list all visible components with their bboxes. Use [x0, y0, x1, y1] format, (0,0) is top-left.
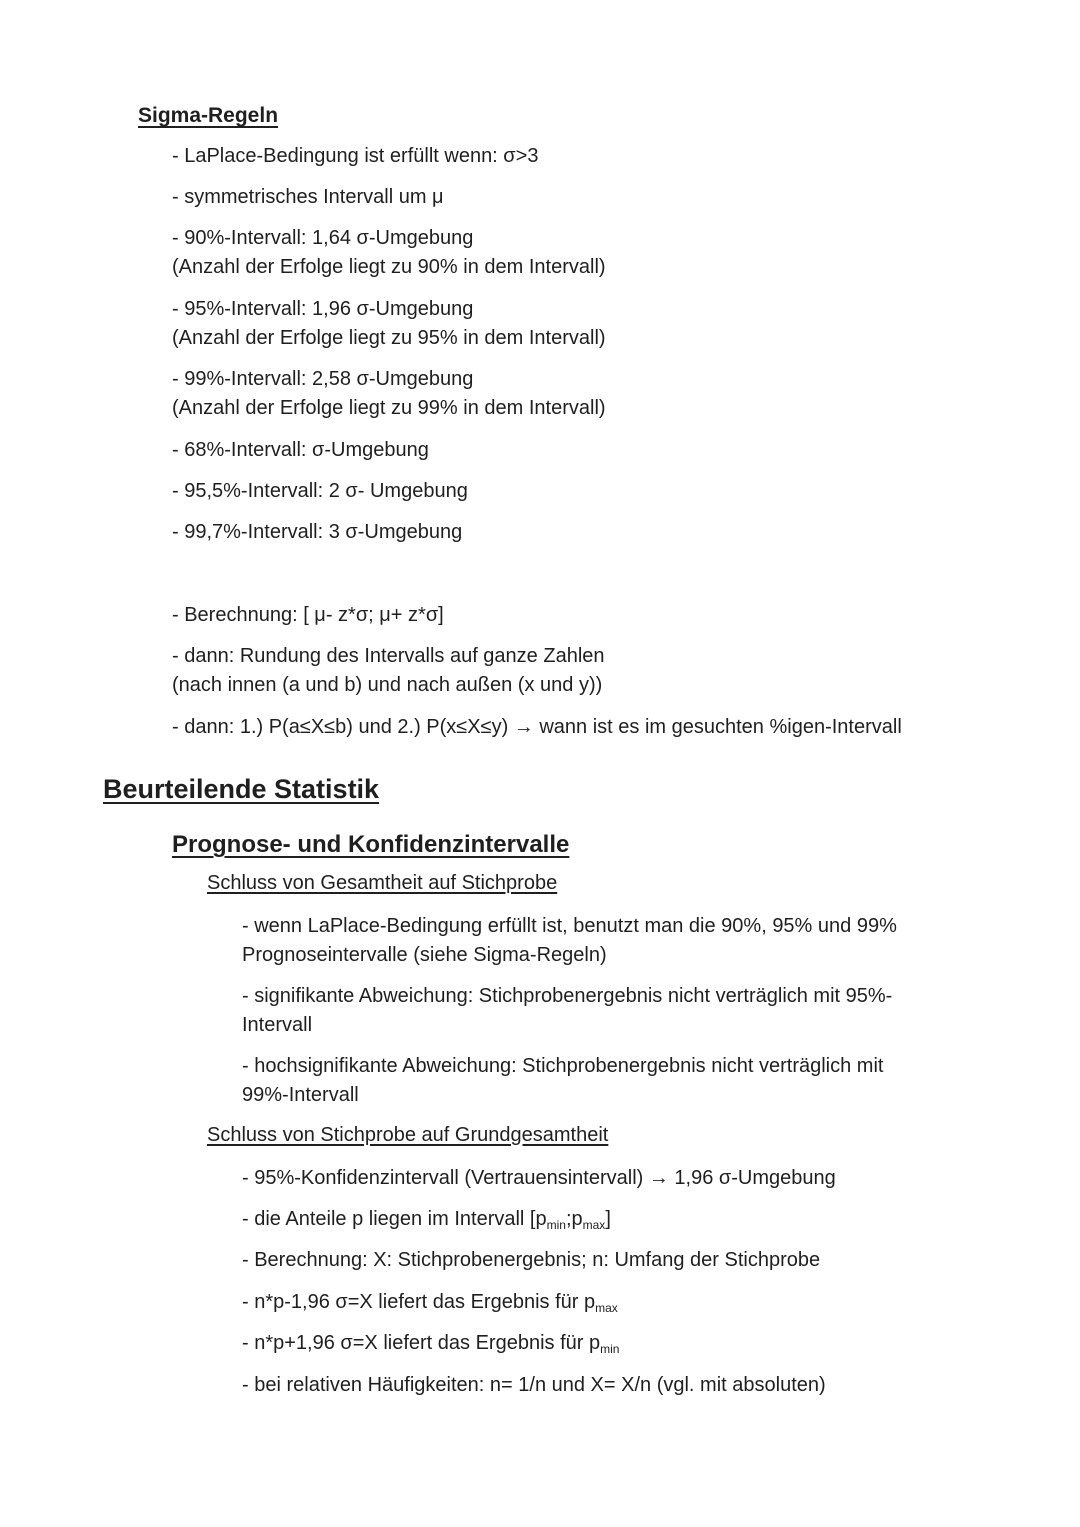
sigma-line: - dann: Rundung des Intervalls auf ganze Zahlen [172, 645, 605, 667]
subscript-min: min [600, 1342, 620, 1356]
subscript-max: max [582, 1218, 606, 1232]
sigma-line: - 95,5%-Intervall: 2 σ- Umgebung [172, 480, 468, 502]
section-line: - bei relativen Häufigkeiten: n= 1/n und X= X/n (vgl. mit absoluten) [242, 1374, 826, 1396]
sigma-line: - LaPlace-Bedingung ist erfüllt wenn: σ>3 [172, 145, 539, 167]
sigma-line: (Anzahl der Erfolge liegt zu 90% in dem Intervall) [172, 256, 606, 278]
text-segment: - n*p-1,96 σ=X liefert das Ergebnis für p [242, 1291, 596, 1313]
section-line-pmax [242, 1288, 618, 1323]
section-line: 99%-Intervall [242, 1084, 359, 1106]
section-line-interval [242, 1205, 611, 1240]
sigma-line: - 95%-Intervall: 1,96 σ-Umgebung [172, 298, 474, 320]
sigma-line: (Anzahl der Erfolge liegt zu 95% in dem Intervall) [172, 327, 606, 349]
text-segment: - n*p+1,96 σ=X liefert das Ergebnis für p [242, 1332, 601, 1354]
section-gesamtheit-title: Schluss von Gesamtheit auf Stichprobe [207, 872, 558, 894]
section-stichprobe-title: Schluss von Stichprobe auf Grundgesamtheit [207, 1124, 609, 1146]
sigma-line: - 68%-Intervall: σ-Umgebung [172, 439, 429, 461]
text-segment: ] [605, 1208, 611, 1230]
section-line: - wenn LaPlace-Bedingung erfüllt ist, benutzt man die 90%, 95% und 99% [242, 915, 897, 937]
subscript-min: min [546, 1218, 566, 1232]
sigma-line: - 99,7%-Intervall: 3 σ-Umgebung [172, 521, 463, 543]
section-line: - hochsignifikante Abweichung: Stichprobenergebnis nicht verträglich mit [242, 1055, 884, 1077]
sigma-line: - 90%-Intervall: 1,64 σ-Umgebung [172, 227, 474, 249]
prognose-heading: Prognose- und Konfidenzintervalle [172, 831, 570, 858]
section-line: - 95%-Konfidenzintervall (Vertrauensintervall) → 1,96 σ-Umgebung [242, 1167, 836, 1189]
sigma-line: - symmetrisches Intervall um μ [172, 186, 444, 208]
section-line: Intervall [242, 1014, 313, 1036]
sigma-line: - dann: 1.) P(a≤X≤b) und 2.) P(x≤X≤y) → wann ist es im gesuchten %igen-Intervall [172, 716, 902, 738]
sigma-line: (Anzahl der Erfolge liegt zu 99% in dem Intervall) [172, 397, 606, 419]
sigma-line: - 99%-Intervall: 2,58 σ-Umgebung [172, 368, 474, 390]
text-segment: ;p [565, 1208, 583, 1230]
section-line: Prognoseintervalle (siehe Sigma-Regeln) [242, 944, 607, 966]
sigma-line: (nach innen (a und b) und nach außen (x und y)) [172, 674, 603, 696]
section-line-pmin [242, 1329, 619, 1364]
beurteilende-heading: Beurteilende Statistik [103, 774, 380, 804]
sigma-heading: Sigma-Regeln [138, 104, 279, 127]
sigma-line: - Berechnung: [ μ- z*σ; μ+ z*σ] [172, 604, 444, 626]
section-line: - Berechnung: X: Stichprobenergebnis; n: Umfang der Stichprobe [242, 1249, 821, 1271]
section-line: - signifikante Abweichung: Stichprobenergebnis nicht verträglich mit 95%- [242, 985, 893, 1007]
subscript-max: max [595, 1301, 618, 1315]
text-segment: - die Anteile p liegen im Intervall [p [242, 1208, 547, 1230]
